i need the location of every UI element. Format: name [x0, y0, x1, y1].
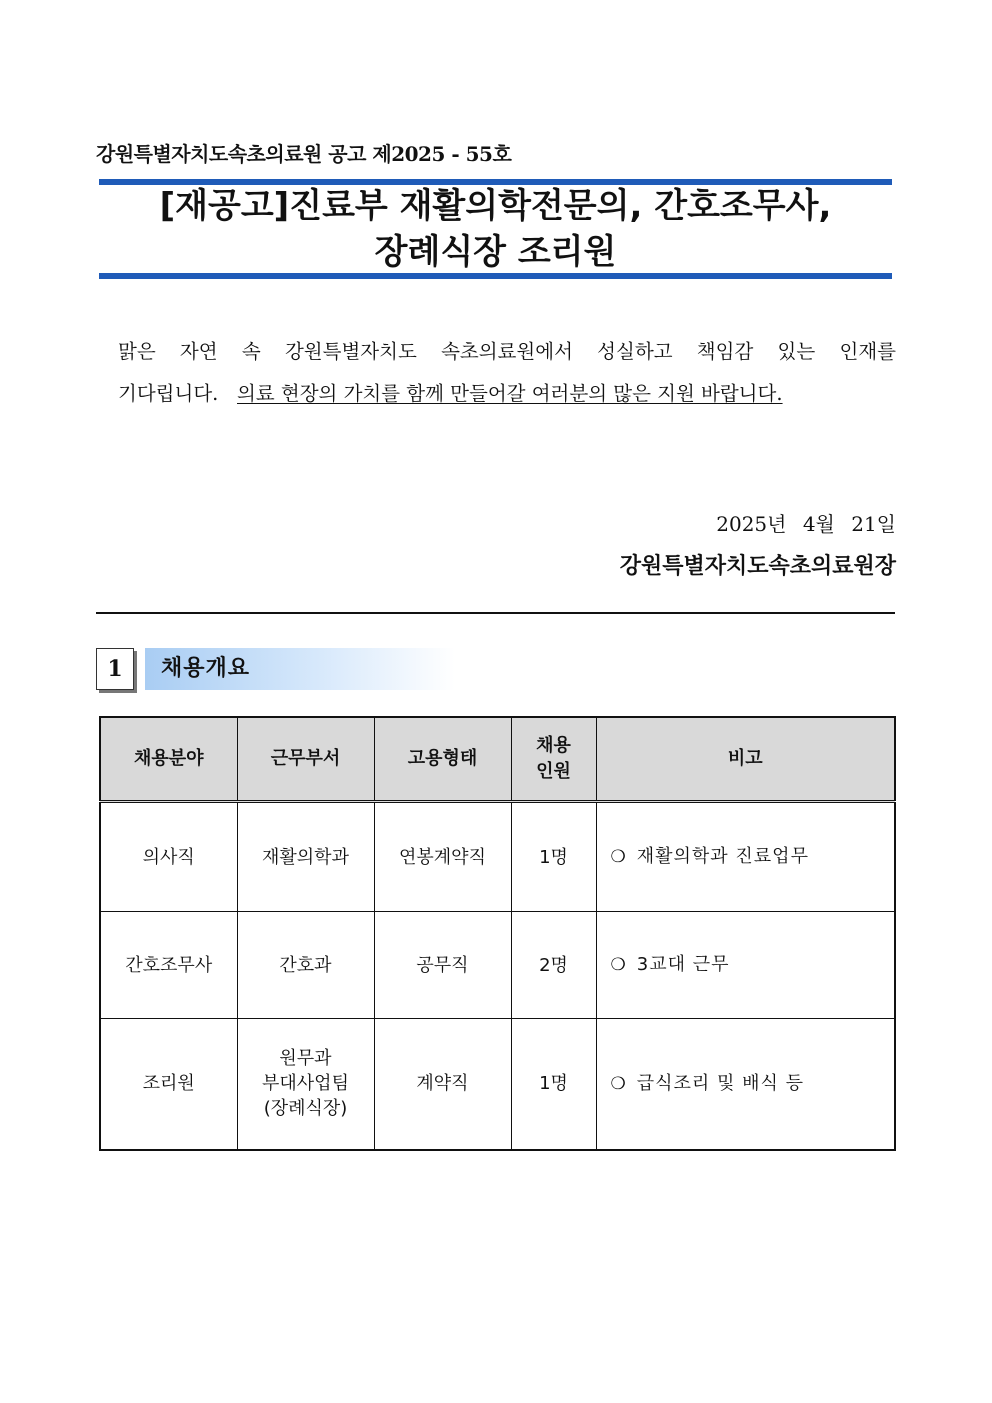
note-text: 급식조리 및 배식 등	[636, 1072, 805, 1094]
divider-rule	[96, 612, 895, 614]
cell-type: 연봉계약직	[374, 802, 511, 912]
hollow-circle-bullet-icon: ❍	[610, 1073, 627, 1094]
signer: 강원특별자치도속초의료원장	[619, 553, 896, 579]
cell-note	[596, 802, 895, 912]
table-row	[100, 912, 895, 1019]
table-row	[100, 1019, 895, 1150]
intro-line-2-plain: 기다립니다.	[118, 382, 219, 405]
cell-note	[596, 912, 895, 1019]
recruitment-table	[99, 716, 896, 1151]
notice-number: 강원특별자치도속초의료원 공고 제2025 - 55호	[96, 142, 512, 166]
header-count: 채용 인원	[511, 717, 596, 802]
cell-dept: 간호과	[237, 912, 374, 1019]
note-text: 재활의학과 진료업무	[636, 846, 809, 867]
section-number: 1	[96, 648, 134, 690]
title-line-1: [재공고]진료부 재활의학전문의, 간호조무사,	[159, 186, 832, 226]
hollow-circle-bullet-icon: ❍	[610, 955, 627, 975]
intro-line-2	[118, 382, 896, 406]
cell-count: 1명	[511, 802, 596, 912]
cell-field: 의사직	[100, 802, 237, 912]
cell-note	[596, 1019, 895, 1150]
title-bottom-bar	[99, 273, 892, 279]
intro-line-2-underlined: 의료 현장의 가치를 함께 만들어갈 여러분의 많은 지원 바랍니다.	[237, 382, 783, 405]
cell-count: 2명	[511, 912, 596, 1019]
intro-line-1: 맑은 자연 속 강원특별자치도 속초의료원에서 성실하고 책임감 있는 인재를	[118, 340, 896, 363]
header-dept: 근무부서	[237, 717, 374, 802]
notice-date: 2025년 4월 21일	[716, 512, 896, 536]
hollow-circle-bullet-icon: ❍	[610, 847, 627, 867]
table-header-row	[100, 717, 895, 802]
note-text: 3교대 근무	[636, 954, 730, 975]
section-title: 채용개요	[145, 648, 455, 690]
cell-type: 공무직	[374, 912, 511, 1019]
title-line-2: 장례식장 조리원	[374, 232, 617, 272]
header-type: 고용형태	[374, 717, 511, 802]
cell-dept: 재활의학과	[237, 802, 374, 912]
header-field: 채용분야	[100, 717, 237, 802]
cell-field: 간호조무사	[100, 912, 237, 1019]
table-row	[100, 802, 895, 912]
cell-count: 1명	[511, 1019, 596, 1150]
header-note: 비고	[596, 717, 895, 802]
cell-dept: 원무과 부대사업팀 (장례식장)	[237, 1019, 374, 1150]
cell-field: 조리원	[100, 1019, 237, 1150]
cell-type: 계약직	[374, 1019, 511, 1150]
